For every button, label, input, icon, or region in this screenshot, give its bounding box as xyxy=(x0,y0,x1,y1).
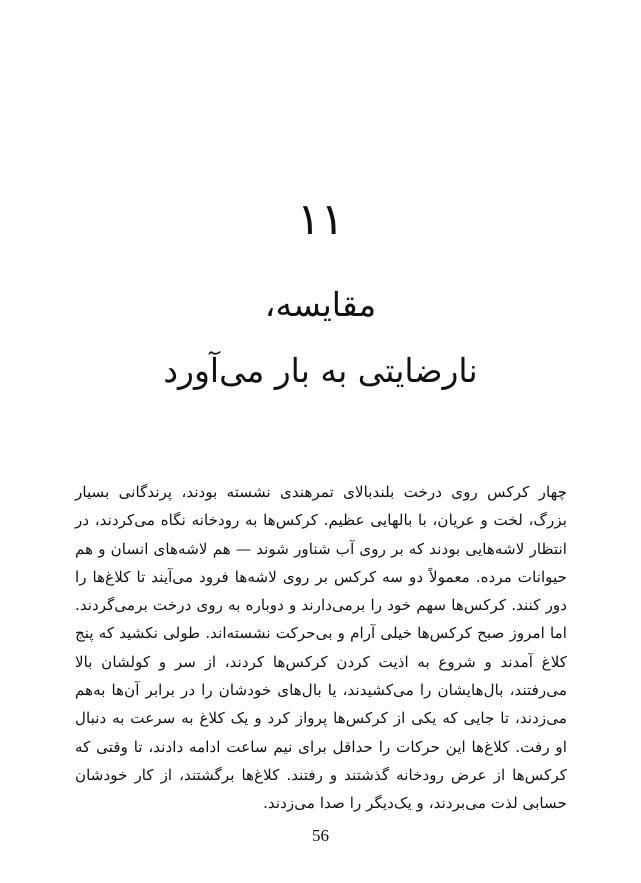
chapter-title-line-1: مقایسه، xyxy=(264,285,377,324)
chapter-number: ۱۱ xyxy=(296,194,345,245)
chapter-title-line-2: نارضایتی به بار می‌آورد xyxy=(163,351,478,390)
body-paragraph: چهار کرکس روی درخت بلندبالای تمرهندی نشسته بودند، پرندگانی بسیار بزرگ، لخت و عریان، با بالهایی عظیم. کرکس‌ها به رودخانه نگاه می‌کردند، در انتظار لاشه‌هایی بودند که بر روی آب شناور شوند — هم لاشه‌های انسان و هم حیوانات مرده. معمولاً دو سه کرکس بر روی لاشه‌ها فرود می‌آیند تا کلاغ‌ها را دور کنند. کرکس‌ها سهم خود را برمی‌دارند و دوباره به روی درخت برمی‌گردند. اما امروز صبح کرکس‌ها خیلی آرام و بی‌حرکت نشسته‌اند. طولی نکشید که پنج کلاغ آمدند و شروع به اذیت کردن کرکس‌ها کردند، از سر و کولشان بالا می‌رفتند، بال‌هایشان را می‌کشیدند، یا بال‌های خودشان را در برابر آن‌ها به‌هم می‌زدند، تا جایی که یکی از کرکس‌ها پرواز کرد و یک کلاغ به سرعت به دنبال او رفت. کلاغ‌ها این حرکات را حداقل برای نیم ساعت ادامه دادند، تا وقتی که کرکس‌ها از عرض رودخانه گذشتند و رفتند. کلاغ‌ها برگشتند، از کار خودشان حسابی لذت می‌بردند، و یک‌دیگر را صدا می‌زدند. xyxy=(75,483,567,813)
page-number: 56 xyxy=(312,826,329,845)
chapter-title xyxy=(0,272,641,404)
